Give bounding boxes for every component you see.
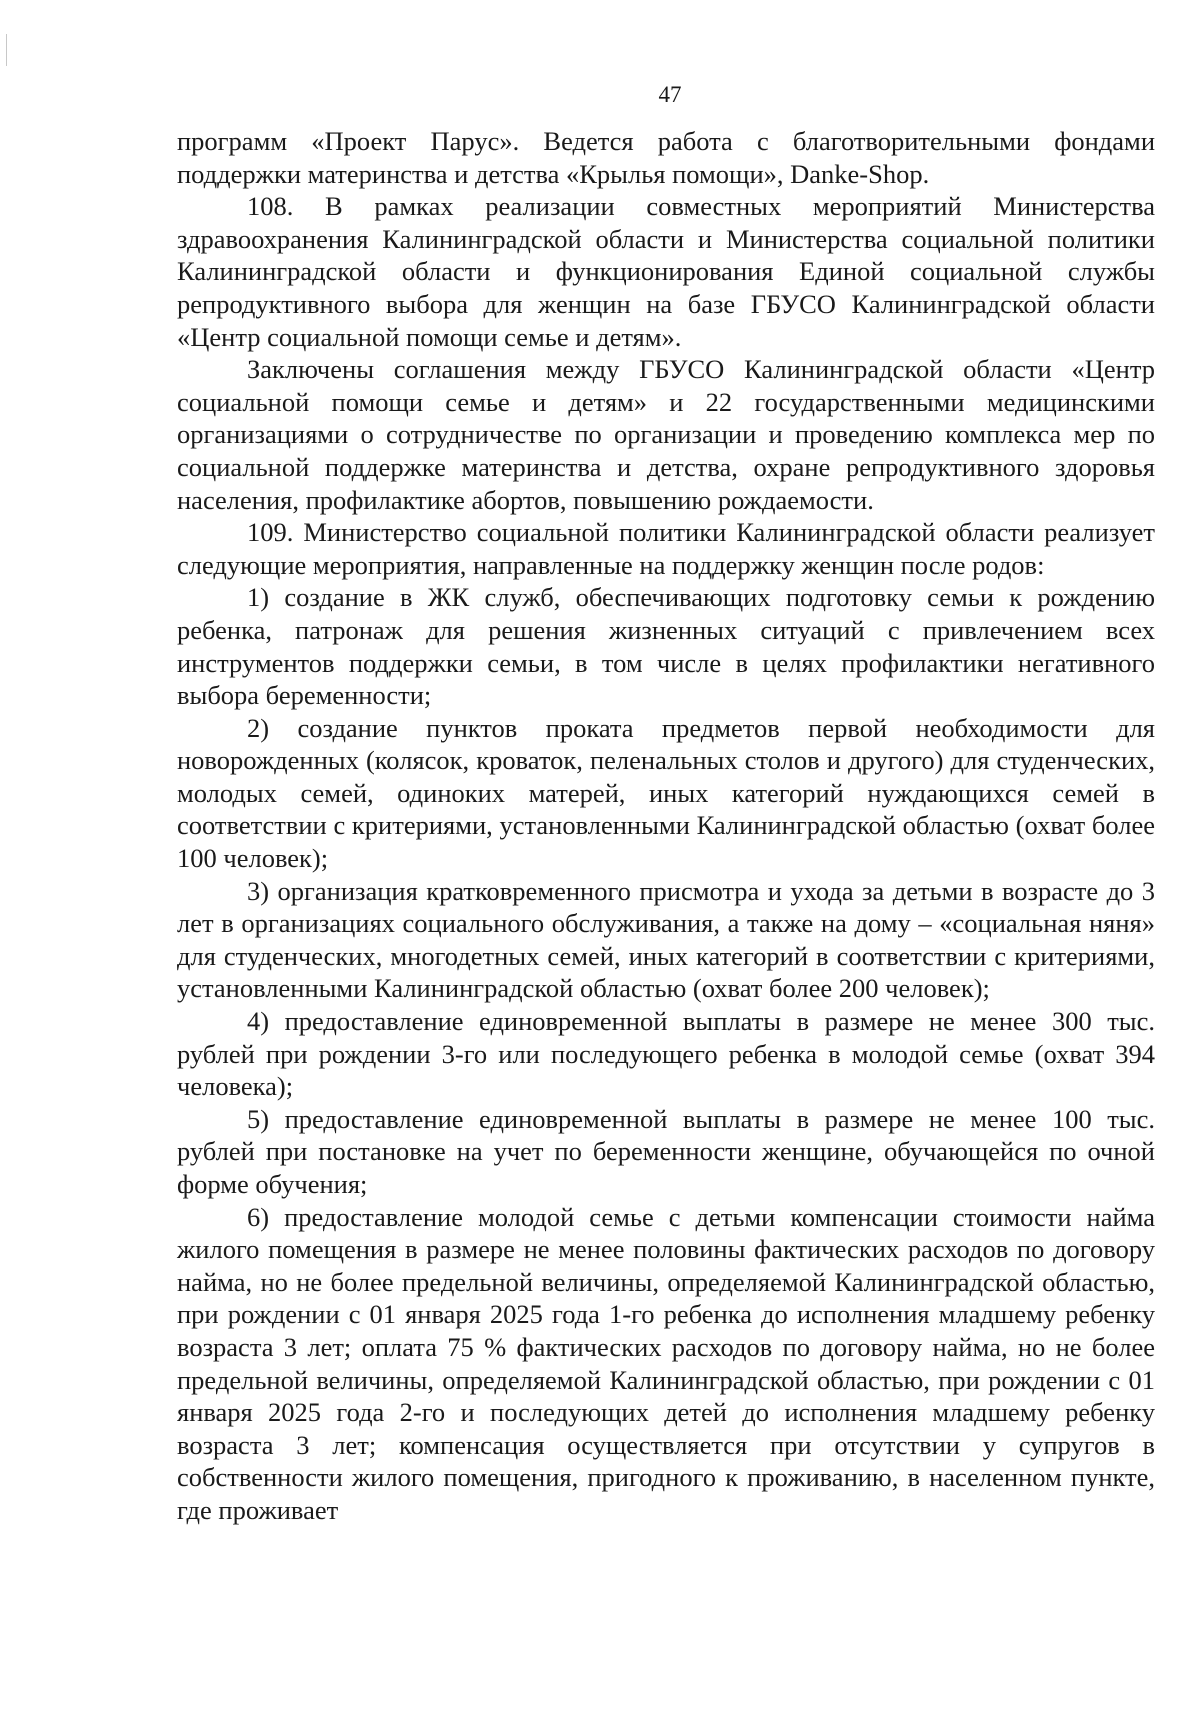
paragraph-continuation: программ «Проект Парус». Ведется работа с благотворительными фондами поддержки материнства и детства «Крылья помощи», Danke-Shop. (177, 126, 1155, 189)
list-item-6: 6) предоставление молодой семье с детьми компенсации стоимости найма жилого помещения в размере не менее половины фактических расходов по договору найма, но не более предельной величины, определяемой Калининградской областью, при рождении с 01 января 2025 года 1-го ребенка до исполнения младшему ребенку возраста 3 лет; оплата 75 % фактических расходов по договору найма, но не более предельной величины, определяемой Калининградской областью, при рождении с 01 января 2025 года 2-го и последующих детей до исполнения младшему ребенку возраста 3 лет; компенсация осуществляется при отсутствии у супругов в собственности жилого помещения, пригодного к проживанию, в населенном пункте, где проживает (177, 1201, 1155, 1525)
paragraph-item-108: 108. В рамках реализации совместных мероприятий Министерства здравоохранения Калининградской области и Министерства социальной политики Калининградской области и функционирования Единой социальной службы репродуктивного выбора для женщин на базе ГБУСО Калининградской области «Центр социальной помощи семье и детям». (177, 191, 1155, 352)
document-body (177, 125, 1155, 1527)
list-item-2: 2) создание пунктов проката предметов первой необходимости для новорожденных (колясок, кроваток, пеленальных столов и другого) для студенческих, молодых семей, одиноких матерей, иных категорий нуждающихся семей в соответствии с критериями, установленными Калининградской областью (охват более 100 человек); (177, 712, 1155, 874)
list-item-1: 1) создание в ЖК служб, обеспечивающих подготовку семьи к рождению ребенка, патронаж для решения жизненных ситуаций с привлечением всех инструментов поддержки семьи, в том числе в целях профилактики негативного выбора беременности; (177, 582, 1155, 711)
paragraph-item-109: 109. Министерство социальной политики Калининградской области реализует следующие мероприятия, направленные на поддержку женщин после родов: (177, 517, 1155, 580)
page-number: 47 (658, 82, 682, 107)
scan-edge-mark (6, 34, 7, 66)
list-item-5: 5) предоставление единовременной выплаты в размере не менее 100 тыс. рублей при постановке на учет по беременности женщине, обучающейся по очной форме обучения; (177, 1103, 1155, 1199)
list-item-3: 3) организация кратковременного присмотра и ухода за детьми в возрасте до 3 лет в организациях социального обслуживания, а также на дому – «социальная няня» для студенческих, многодетных семей, иных категорий в соответствии с критериями, установленными Калининградской областью (охват более 200 человек); (177, 875, 1155, 1004)
paragraph-agreements: Заключены соглашения между ГБУСО Калининградской области «Центр социальной помощи семье и детям» и 22 государственными медицинскими организациями о сотрудничестве по организации и проведению комплекса мер по социальной поддержке материнства и детства, охране репродуктивного здоровья населения, профилактике абортов, повышению рождаемости. (177, 354, 1155, 515)
list-item-4: 4) предоставление единовременной выплаты в размере не менее 300 тыс. рублей при рождении 3-го или последующего ребенка в молодой семье (охват 394 человека); (177, 1006, 1155, 1102)
